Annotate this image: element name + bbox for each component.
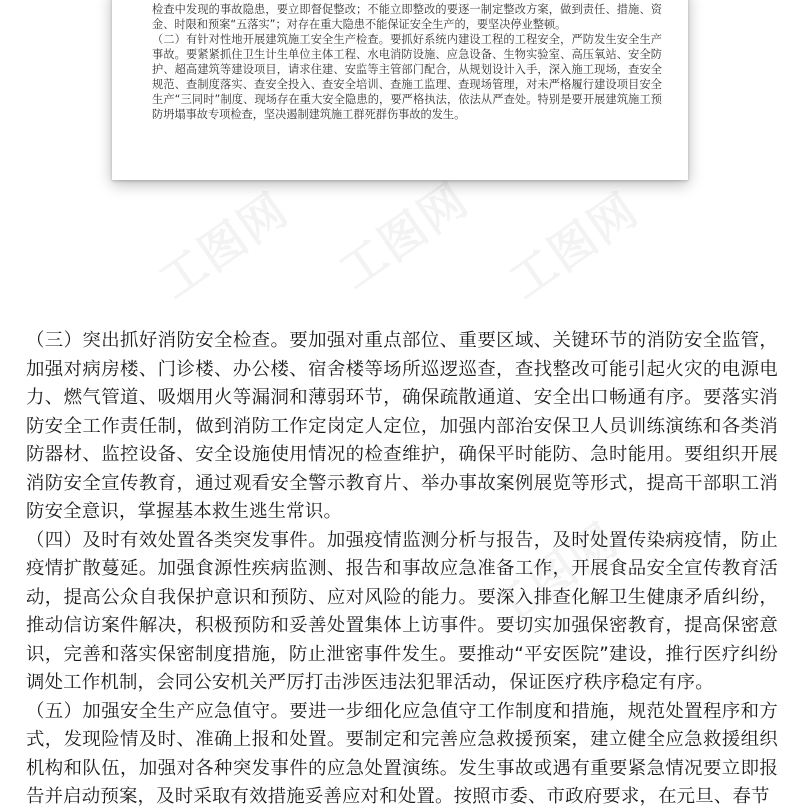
watermark: [324, 165, 480, 302]
paragraph-two: （二）有针对性地开展建筑施工安全生产检查。要抓好系统内建设工程的工程安全，严防发生安全生产事故。要紧紧抓住卫生计生单位主体工程、水电消防设施、应急设备、生物实验室、高压氧站、安全防护、超高建筑等建设项目，请求住建、安监等主管部门配合，从规划设计入手，深入施工现场，查安全规范、查制度落实、查安全投入、查安全培训、查施工监理、查现场管理，对未严格履行建设项目安全生产“三同时”制度、现场存在重大安全隐患的，要严格执法，依法从严查处。特别是要开展建筑施工预防坍塌事故专项检查，坚决遏制建筑施工群死群伤事故的发生。: [152, 33, 662, 121]
watermark: [494, 175, 650, 312]
section-five-paragraph: （五）加强安全生产应急值守。要进一步细化应急值守工作制度和措施，规范处置程序和方式，发现险情及时、准确上报和处置。要制定和完善应急救援预案，建立健全应急救援组织机构和队伍，加强对各种突发事件的应急处置演练。发生事故或遇有重要紧急情况要立即报告并启动预案，及时采取有效措施妥善应对和处置。按照市委、市政府要求，在元旦、春节: [26, 700, 778, 807]
document-page-preview: [112, 0, 688, 180]
paragraph-one-tail: 检查中发现的事故隐患，要立即督促整改；不能立即整改的要逐一制定整改方案，做到责任、措施、资金、时限和预案“五落实”；对存在重大隐患不能保证安全生产的，要坚决停业整顿。: [152, 3, 662, 31]
watermark: [144, 175, 300, 312]
section-three-paragraph: （三）突出抓好消防安全检查。要加强对重点部位、重要区域、关键环节的消防安全监管，加强对病房楼、门诊楼、办公楼、宿舍楼等场所巡逻巡查，查找整改可能引起火灾的电源电力、燃气管道、吸烟用火等漏洞和薄弱环节，确保疏散通道、安全出口畅通有序。要落实消防安全工作责任制，做到消防工作定岗定人定位，加强内部治安保卫人员训练演练和各类消防器材、监控设备、安全设施使用情况的检查维护，确保平时能防、急时能用。要组织开展消防安全宣传教育，通过观看安全警示教育片、举办事故案例展览等形式，提高干部职工消防安全意识，掌握基本救生逃生常识。: [26, 330, 778, 522]
document-body: [26, 327, 778, 812]
section-four-paragraph: （四）及时有效处置各类突发事件。加强疫情监测分析与报告，及时处置传染病疫情，防止疫情扩散蔓延。加强食源性疾病监测、报告和事故应急准备工作，开展食品安全宣传教育活动，提高公众自我保护意识和预防、应对风险的能力。要深入排查化解卫生健康矛盾纠纷，推动信访案件解决，积极预防和妥善处置集体上访事件。要切实加强保密教育，提高保密意识，完善和落实保密制度措施，防止泄密事件发生。要推动“平安医院”建设，推行医疗纠纷调处工作机制，会同公安机关严厉打击涉医违法犯罪活动，保证医疗秩序稳定有序。: [26, 529, 778, 693]
